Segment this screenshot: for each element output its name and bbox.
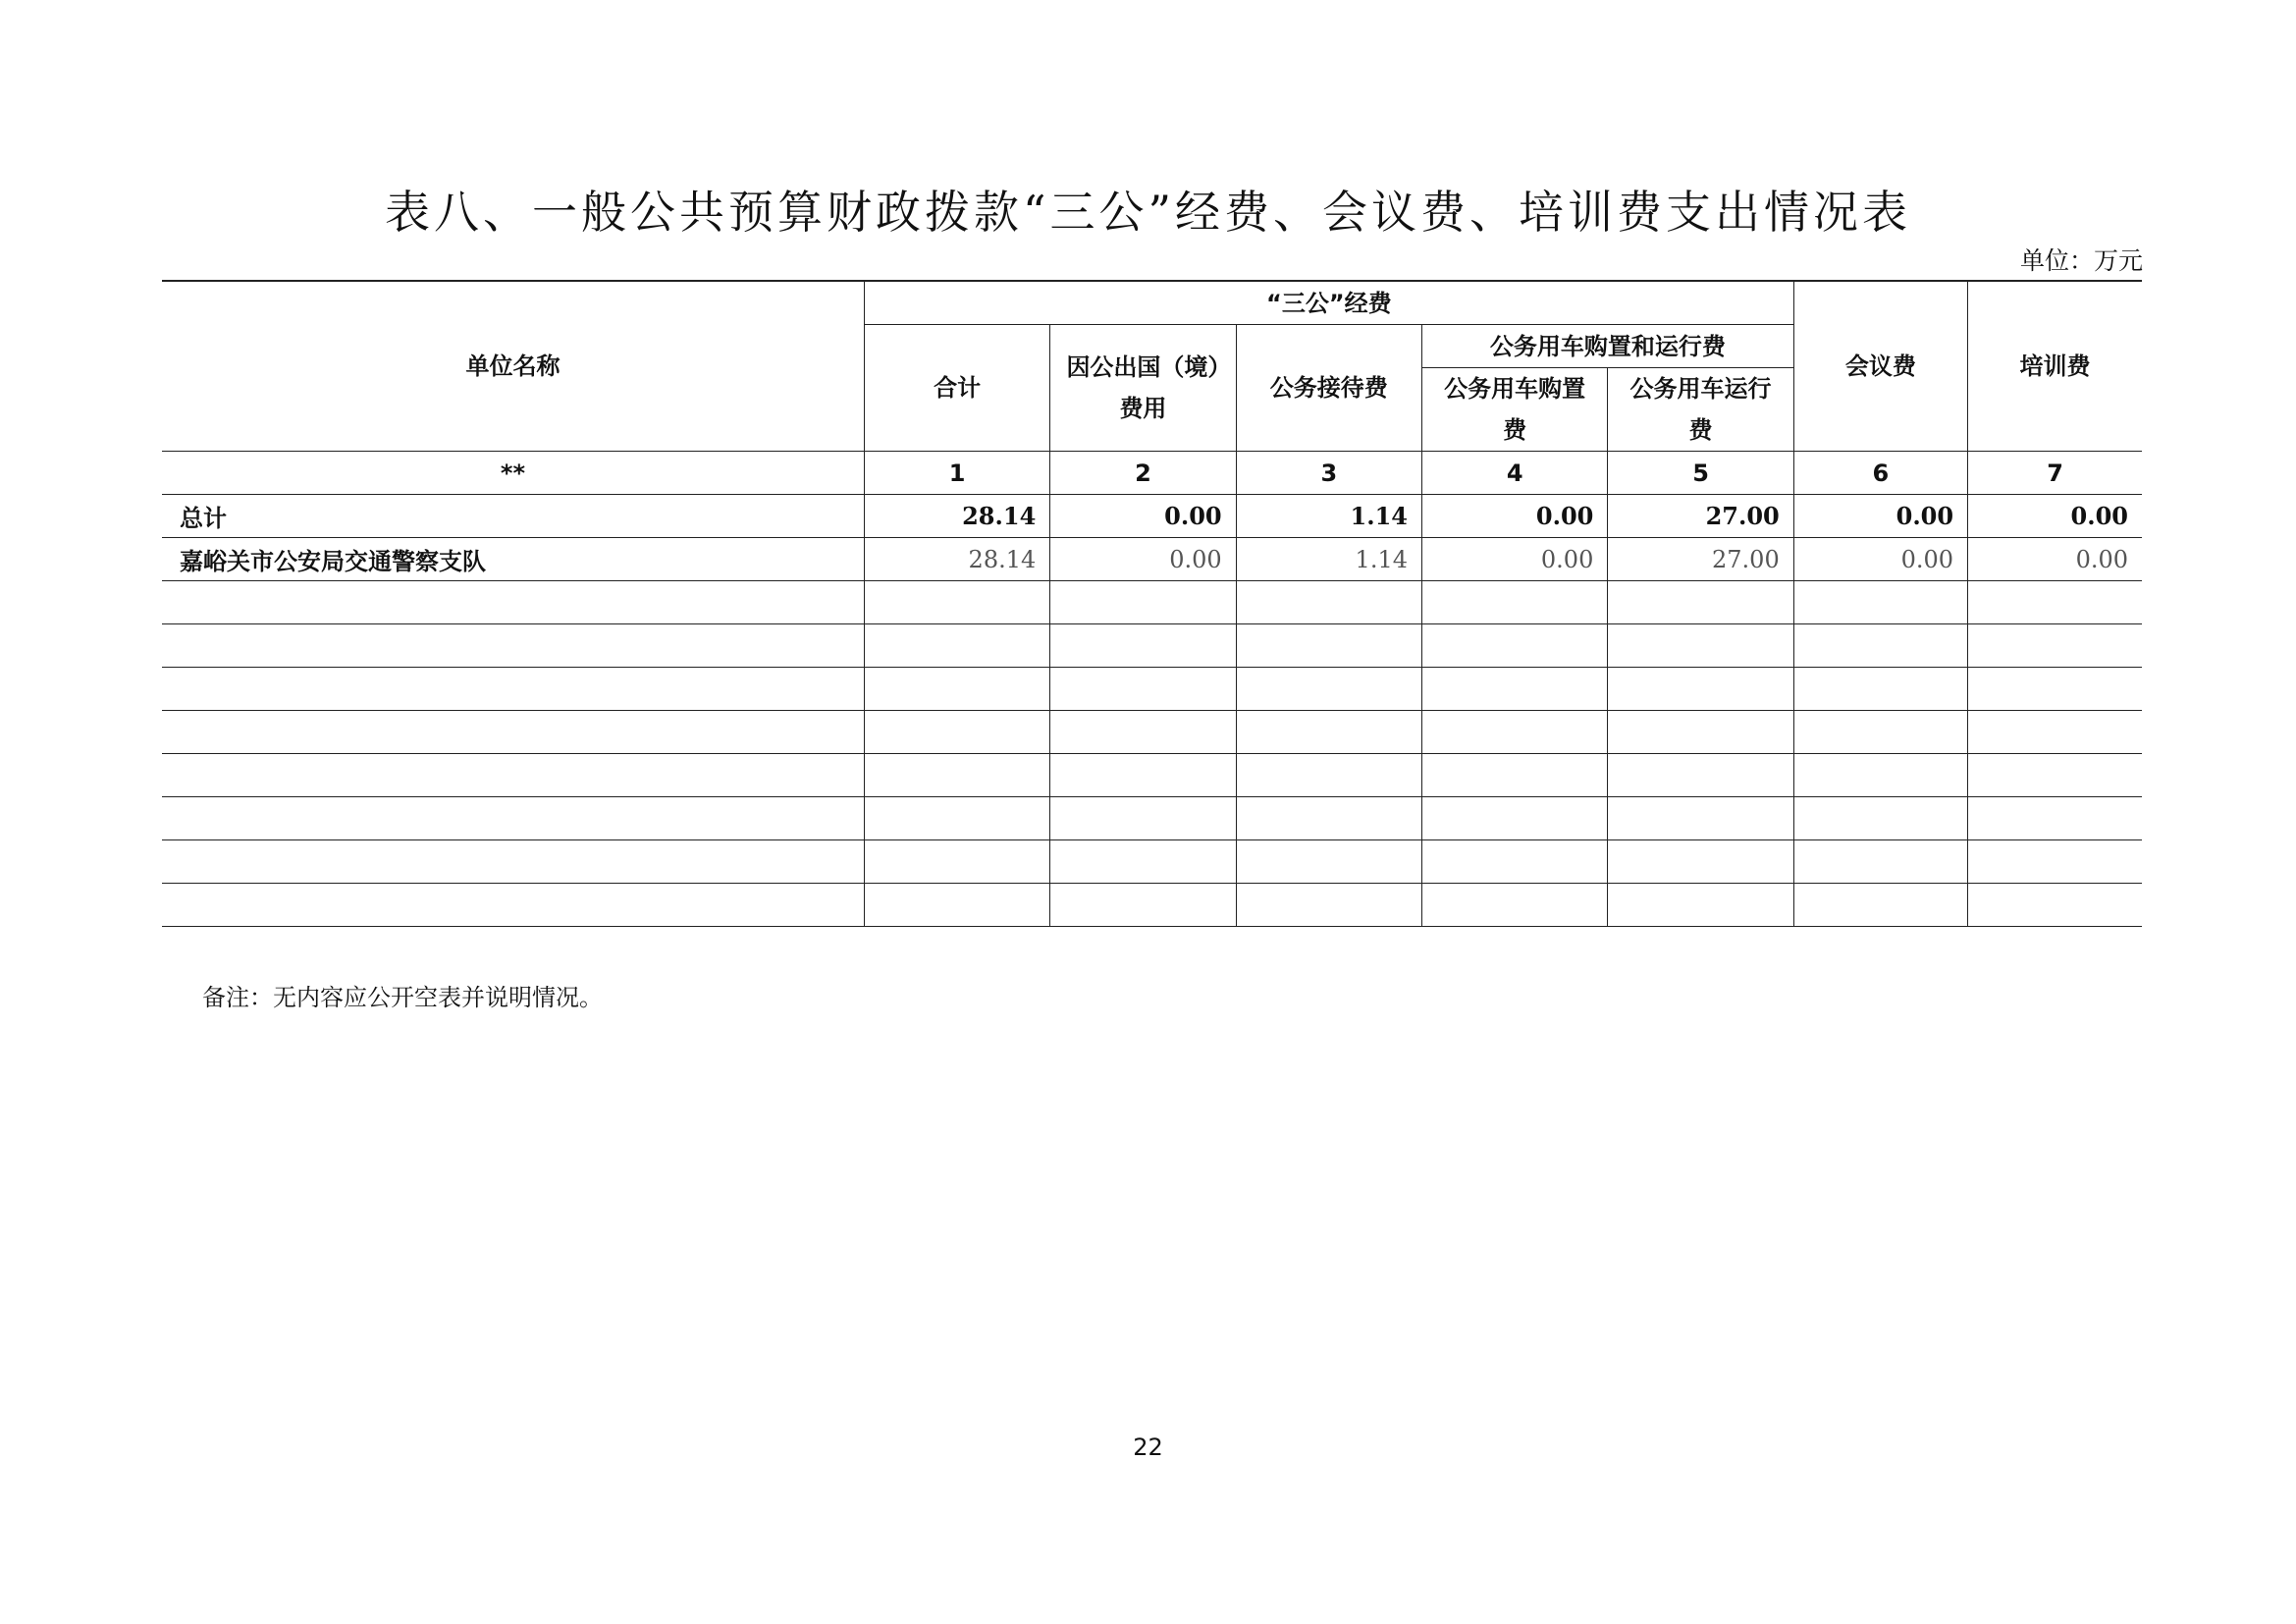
value-total: 28.14: [864, 495, 1049, 538]
header-reception: 公务接待费: [1236, 325, 1421, 452]
empty-row: [162, 668, 2142, 711]
index-cell: 6: [1793, 452, 1967, 495]
value-abroad: 0.00: [1050, 495, 1236, 538]
unit-label: 单位：万元: [2019, 246, 2143, 275]
index-cell: 4: [1421, 452, 1607, 495]
header-abroad: 因公出国（境）费用: [1050, 325, 1236, 452]
header-vehicle: 公务用车购置和运行费: [1421, 325, 1793, 368]
page-title: 表八、一般公共预算财政拨款“三公”经费、会议费、培训费支出情况表: [384, 186, 1912, 239]
header-unit-name: 单位名称: [162, 281, 864, 452]
index-cell: 7: [1968, 452, 2142, 495]
header-training: 培训费: [1968, 281, 2142, 452]
empty-row: [162, 797, 2142, 840]
value-reception: 1.14: [1236, 495, 1421, 538]
value-vehicle-operation: 27.00: [1608, 538, 1793, 581]
empty-row: [162, 754, 2142, 797]
value-vehicle-purchase: 0.00: [1421, 538, 1607, 581]
value-vehicle-purchase: 0.00: [1421, 495, 1607, 538]
row-name: 嘉峪关市公安局交通警察支队: [162, 538, 864, 581]
row-name: 总计: [162, 495, 864, 538]
footnote: 备注：无内容应公开空表并说明情况。: [202, 984, 603, 1011]
value-total: 28.14: [864, 538, 1049, 581]
index-cell: 2: [1050, 452, 1236, 495]
index-cell: 1: [864, 452, 1049, 495]
empty-row: [162, 884, 2142, 927]
table-row-total: [162, 495, 2142, 538]
value-vehicle-operation: 27.00: [1608, 495, 1793, 538]
index-row: [162, 452, 2142, 495]
value-meeting: 0.00: [1793, 538, 1967, 581]
empty-row: [162, 711, 2142, 754]
index-cell: 3: [1236, 452, 1421, 495]
value-reception: 1.14: [1236, 538, 1421, 581]
empty-row: [162, 840, 2142, 884]
index-cell: 5: [1608, 452, 1793, 495]
value-meeting: 0.00: [1793, 495, 1967, 538]
value-training: 0.00: [1968, 538, 2142, 581]
header-vehicle-operation: 公务用车运行费: [1608, 368, 1793, 452]
header-sangong: “三公”经费: [864, 281, 1793, 325]
value-training: 0.00: [1968, 495, 2142, 538]
header-vehicle-purchase: 公务用车购置费: [1421, 368, 1607, 452]
header-total: 合计: [864, 325, 1049, 452]
empty-row: [162, 624, 2142, 668]
page-number: 22: [1133, 1434, 1163, 1461]
table-row: [162, 538, 2142, 581]
empty-row: [162, 581, 2142, 624]
expenditure-table: [162, 280, 2142, 927]
index-cell: **: [162, 452, 864, 495]
header-meeting: 会议费: [1793, 281, 1967, 452]
value-abroad: 0.00: [1050, 538, 1236, 581]
